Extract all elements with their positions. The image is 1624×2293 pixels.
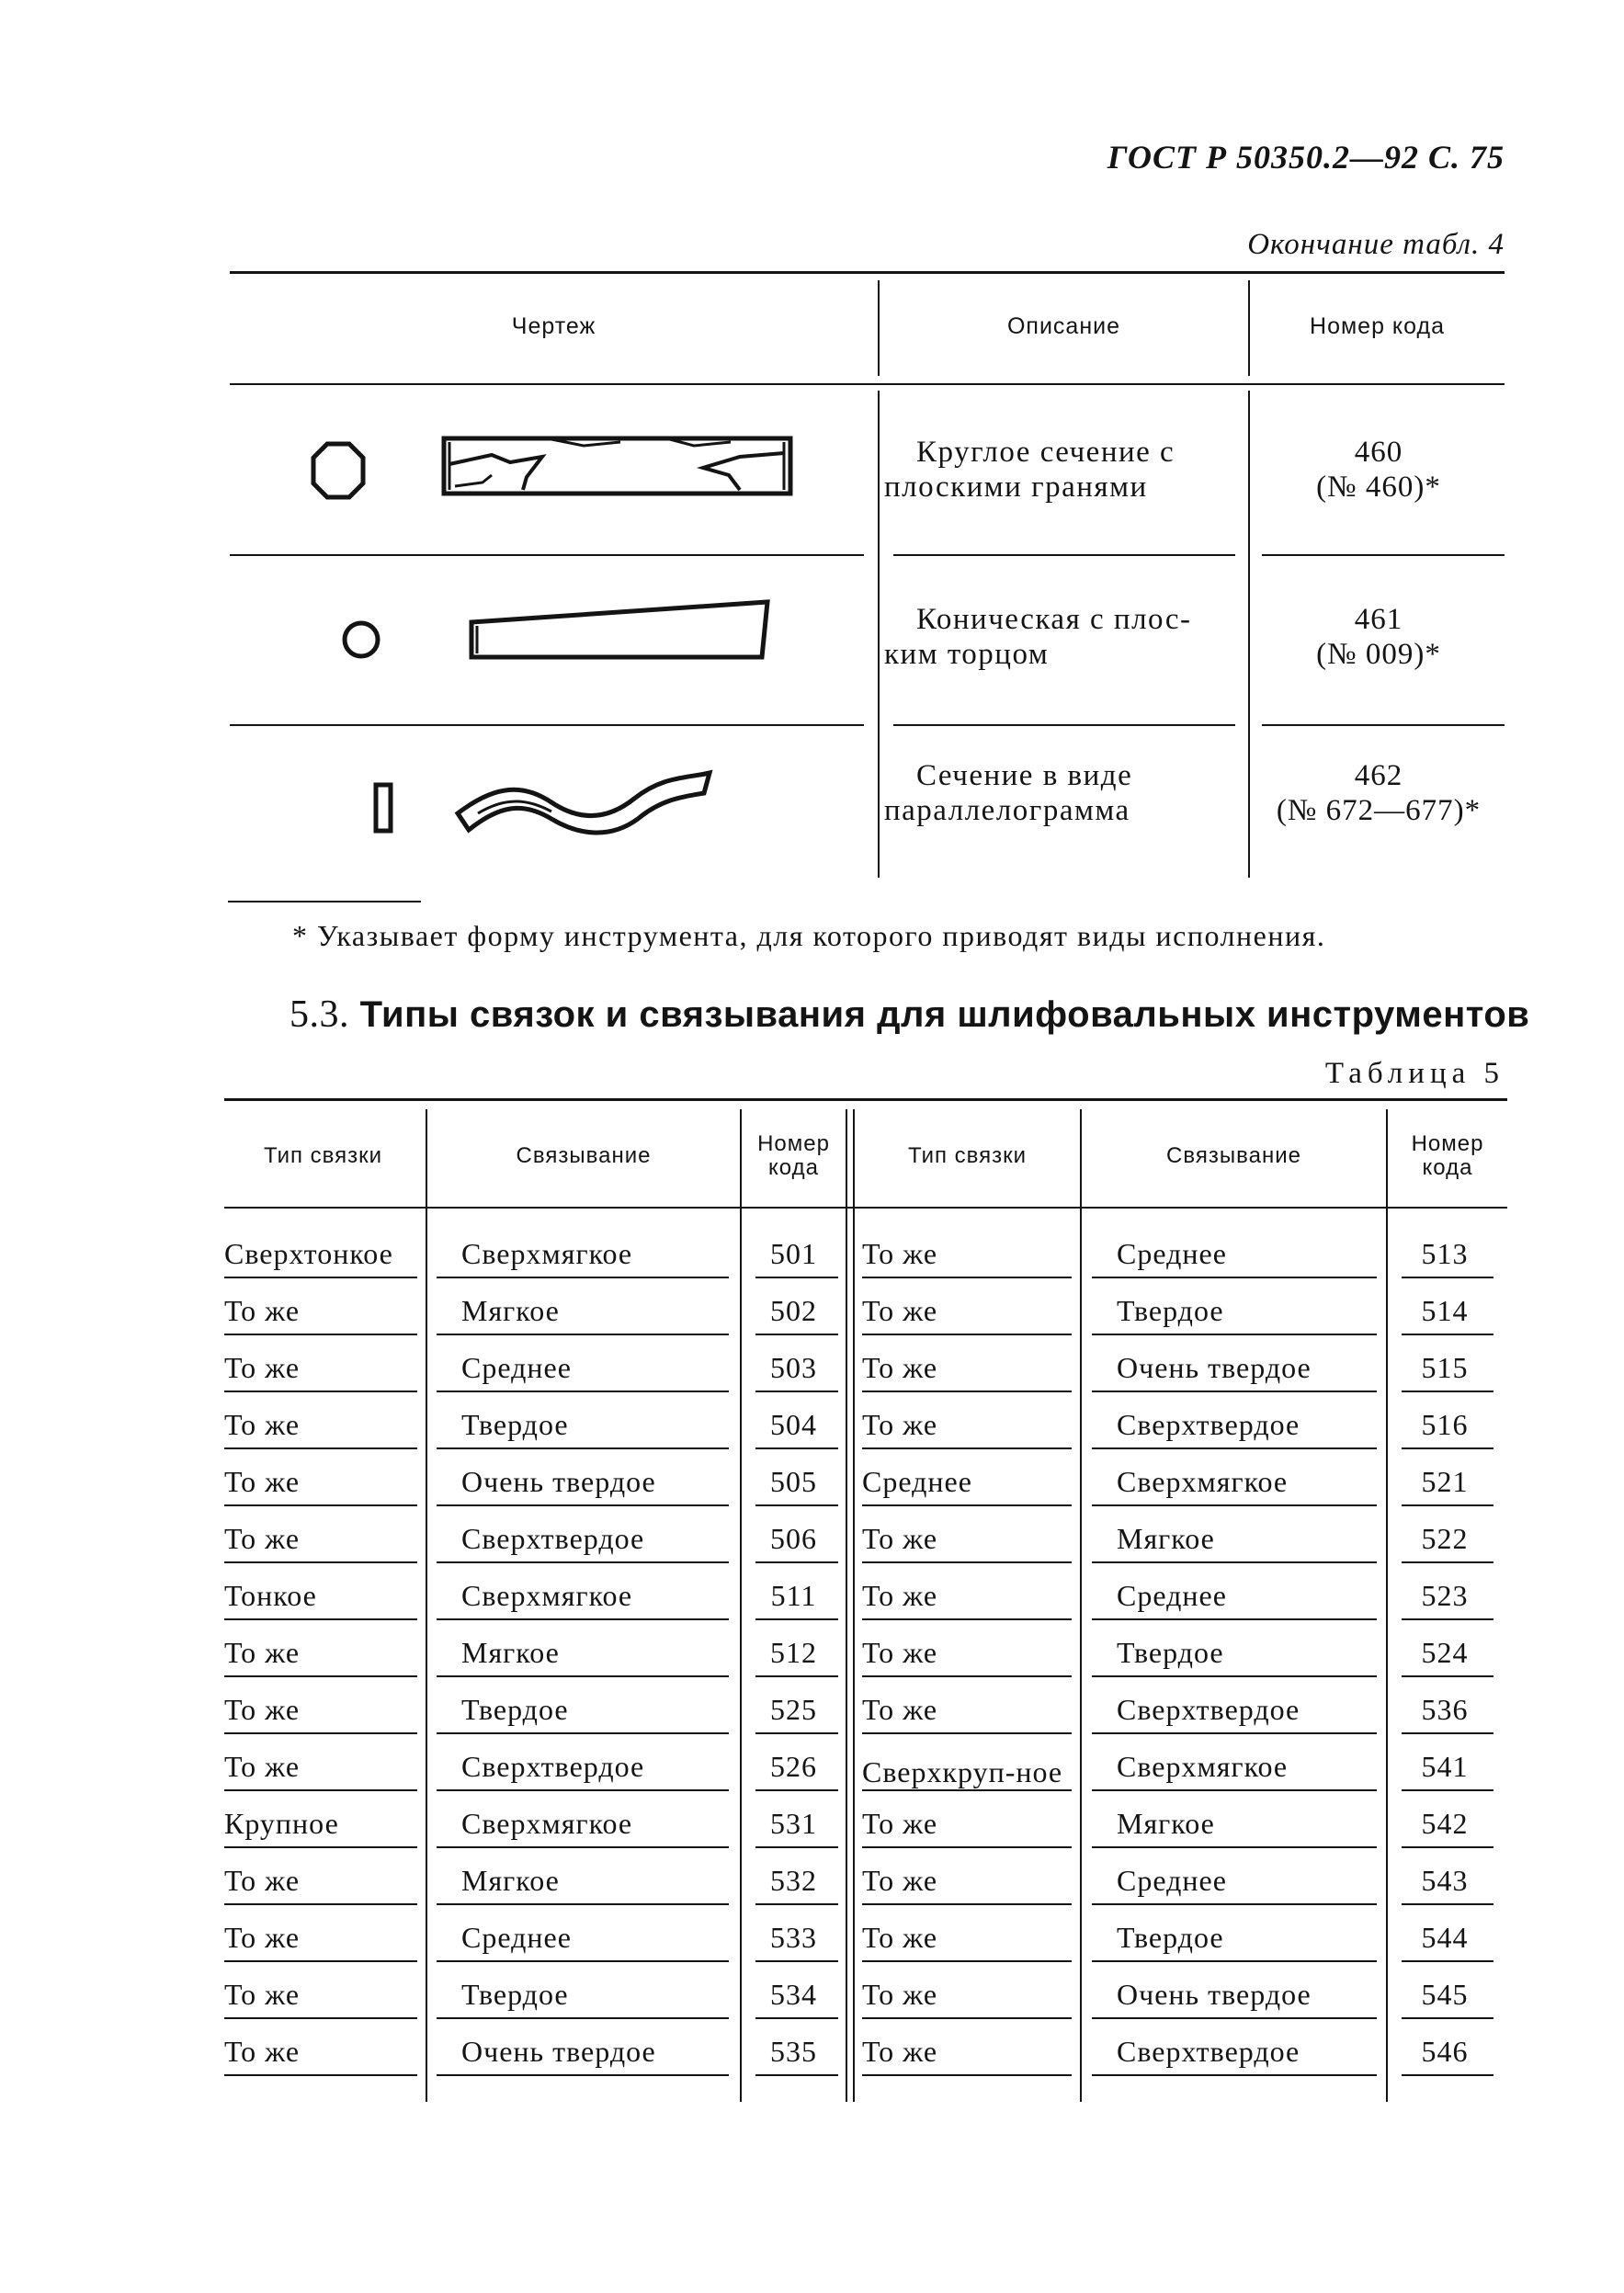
bonding-cell: Мягкое: [461, 1636, 560, 1669]
table-continuation-label: Окончание табл. 4: [1247, 228, 1505, 261]
section-heading: [290, 993, 1529, 1037]
table-row: [221, 1911, 1507, 1968]
footnote-rule: [228, 901, 421, 902]
header-binder-type: Тип связки: [263, 1143, 383, 1168]
cell-underline: [862, 1334, 1072, 1335]
octagon-section-icon: [311, 441, 366, 500]
bonding-cell: Мягкое: [461, 1294, 560, 1327]
row-rule: [230, 724, 864, 726]
header-bonding: Связывание: [516, 1143, 652, 1168]
cell-underline: [1092, 1618, 1377, 1620]
code-cell: 534: [770, 1978, 817, 2011]
cell-underline: [1402, 2074, 1493, 2076]
bonding-cell: Сверхмягкое: [1117, 1750, 1289, 1783]
cell-underline: [1402, 1846, 1493, 1848]
cell-underline: [1092, 1334, 1377, 1335]
bonding-cell: Сверхмягкое: [461, 1237, 633, 1270]
code-cell: 541: [1421, 1750, 1469, 1783]
bonding-cell: Сверхмягкое: [461, 1579, 633, 1612]
description-line: параллелограмма: [884, 794, 1130, 827]
cell-underline: [862, 1277, 1072, 1278]
cell-underline: [1092, 1675, 1377, 1677]
bonding-cell: Твердое: [1117, 1636, 1224, 1669]
code-cell: 542: [1421, 1807, 1469, 1840]
code-number: 461: [1354, 603, 1403, 636]
column-divider: [1248, 391, 1250, 878]
cell-underline: [1402, 1675, 1493, 1677]
cell-underline: [1092, 1846, 1377, 1848]
binder-type-cell: То же: [862, 2035, 938, 2068]
code-cell: 522: [1421, 1522, 1469, 1555]
code-cell: 524: [1421, 1636, 1469, 1669]
cell-underline: [862, 1675, 1072, 1677]
conical-rod-icon: [464, 595, 777, 668]
row-rule: [893, 554, 1235, 556]
cell-underline: [862, 1391, 1072, 1392]
cell-underline: [1402, 2017, 1493, 2019]
code-cell: 512: [770, 1636, 817, 1669]
cell-underline: [1092, 1903, 1377, 1905]
binder-type-cell: То же: [862, 1921, 938, 1954]
row-rule: [1262, 554, 1505, 556]
table-caption: Таблица 5: [1324, 1057, 1505, 1090]
binder-type-cell: Сверхтонкое: [224, 1237, 393, 1270]
code-cell: 516: [1421, 1408, 1469, 1441]
description-cell: [884, 435, 1175, 505]
bonding-cell: Твердое: [461, 1408, 569, 1441]
code-cell: 514: [1421, 1294, 1469, 1327]
binder-type-cell: То же: [224, 1294, 301, 1327]
code-cell: 543: [1421, 1864, 1469, 1897]
bonding-cell: Твердое: [461, 1978, 569, 2011]
code-reference: (№ 009)*: [1316, 638, 1441, 671]
table-5: [221, 1098, 1507, 2109]
section-number: 5.3.: [290, 993, 349, 1036]
description-line: Сечение в виде: [916, 759, 1133, 792]
cell-underline: [862, 2074, 1072, 2076]
cell-underline: [1092, 2074, 1377, 2076]
table-row: [221, 1683, 1507, 1740]
binder-type-cell: То же: [862, 1978, 938, 2011]
code-number: 460: [1354, 436, 1403, 469]
bonding-cell: Среднее: [1117, 1237, 1227, 1270]
code-cell: 511: [770, 1579, 817, 1612]
section-title: Типы связок и связывания для шлифовальных инструментов: [359, 994, 1530, 1035]
code-cell: [1255, 602, 1503, 672]
binder-type-cell: То же: [862, 1294, 938, 1327]
bonding-cell: Среднее: [461, 1921, 572, 1954]
code-cell: 546: [1421, 2035, 1469, 2068]
header-code: Номер кода: [1310, 312, 1445, 339]
binder-type-cell: То же: [224, 1693, 301, 1726]
table-row: [221, 1455, 1507, 1512]
bonding-cell: Твердое: [1117, 1294, 1224, 1327]
binder-type-cell: То же: [224, 1921, 301, 1954]
table-row: [221, 1854, 1507, 1911]
code-cell: 523: [1421, 1579, 1469, 1612]
bonding-cell: Очень твердое: [1117, 1978, 1312, 2011]
cell-underline: [1092, 1789, 1377, 1791]
binder-type-cell: Сверхкруп-ное: [862, 1755, 1063, 1788]
description-cell: [884, 758, 1132, 828]
table-top-rule: [224, 1098, 1507, 1101]
code-cell: 526: [770, 1750, 817, 1783]
cell-underline: [862, 1903, 1072, 1905]
binder-type-cell: Крупное: [224, 1807, 339, 1840]
row-rule: [893, 724, 1235, 726]
cell-underline: [862, 1561, 1072, 1563]
binder-type-cell: То же: [224, 1864, 301, 1897]
cell-underline: [862, 1504, 1072, 1506]
row-rule: [1262, 724, 1505, 726]
binder-type-cell: Среднее: [862, 1465, 972, 1498]
bonding-cell: Среднее: [1117, 1579, 1227, 1612]
code-cell: 533: [770, 1921, 817, 1954]
code-cell: 502: [770, 1294, 817, 1327]
cell-underline: [862, 1960, 1072, 1962]
header-bottom-rule: [224, 1207, 1507, 1209]
bonding-cell: Мягкое: [1117, 1522, 1215, 1555]
bonding-cell: Сверхтвердое: [461, 1750, 645, 1783]
cell-underline: [1402, 1732, 1493, 1734]
description-line: Коническая с плос-: [916, 603, 1192, 636]
header-code: Номер кода: [757, 1131, 830, 1180]
code-cell: 501: [770, 1237, 817, 1270]
cell-underline: [1092, 1504, 1377, 1506]
bonding-cell: Среднее: [1117, 1864, 1227, 1897]
cell-underline: [862, 2017, 1072, 2019]
table-4: [230, 271, 1505, 878]
cell-underline: [1402, 1391, 1493, 1392]
cell-underline: [1402, 1789, 1493, 1791]
code-cell: 525: [770, 1693, 817, 1726]
code-cell: 535: [770, 2035, 817, 2068]
cell-underline: [1402, 1903, 1493, 1905]
table-row: [221, 1512, 1507, 1569]
code-cell: [1255, 758, 1503, 828]
bonding-cell: Сверхмягкое: [461, 1807, 633, 1840]
code-cell: 532: [770, 1864, 817, 1897]
row-rule: [230, 554, 864, 556]
bonding-cell: Очень твердое: [461, 1465, 656, 1498]
table-row: [221, 1740, 1507, 1797]
page-header: ГОСТ Р 50350.2—92 С. 75: [1107, 139, 1505, 176]
code-reference: (№ 672—677)*: [1276, 794, 1482, 827]
binder-type-cell: То же: [862, 1237, 938, 1270]
cell-underline: [1402, 1618, 1493, 1620]
bonding-cell: Среднее: [461, 1351, 572, 1384]
code-reference: (№ 460)*: [1316, 471, 1441, 504]
cell-underline: [1092, 1277, 1377, 1278]
description-cell: [884, 602, 1192, 672]
binder-type-cell: То же: [224, 1522, 301, 1555]
code-cell: 506: [770, 1522, 817, 1555]
binder-type-cell: То же: [862, 1693, 938, 1726]
code-cell: 521: [1421, 1465, 1469, 1498]
bonding-cell: Сверхтвердое: [1117, 1408, 1300, 1441]
header-drawing: Чертеж: [511, 312, 596, 339]
binder-type-cell: То же: [224, 1750, 301, 1783]
code-cell: 505: [770, 1465, 817, 1498]
binder-type-cell: То же: [862, 1351, 938, 1384]
code-cell: [1255, 435, 1503, 505]
cell-underline: [1092, 2017, 1377, 2019]
code-number: 462: [1354, 759, 1403, 792]
cell-underline: [1092, 1960, 1377, 1962]
binder-type-cell: То же: [224, 1351, 301, 1384]
bonding-cell: Сверхтвердое: [461, 1522, 645, 1555]
table-row: [221, 1626, 1507, 1683]
header-binder-type: Тип связки: [907, 1143, 1028, 1168]
code-cell: 545: [1421, 1978, 1469, 2011]
cell-underline: [862, 1789, 1072, 1791]
cell-underline: [862, 1846, 1072, 1848]
bonding-cell: Твердое: [461, 1693, 569, 1726]
header-description: Описание: [1006, 312, 1121, 339]
table-top-rule: [230, 271, 1505, 274]
code-cell: 544: [1421, 1921, 1469, 1954]
bonding-cell: Сверхтвердое: [1117, 2035, 1300, 2068]
table-row: [221, 1341, 1507, 1398]
column-divider: [878, 391, 880, 878]
cell-underline: [862, 1732, 1072, 1734]
cell-underline: [862, 1618, 1072, 1620]
cell-underline: [1092, 1447, 1377, 1449]
bonding-cell: Очень твердое: [1117, 1351, 1312, 1384]
cell-underline: [1092, 1391, 1377, 1392]
code-cell: 513: [1421, 1237, 1469, 1270]
binder-type-cell: То же: [224, 1978, 301, 2011]
wavy-parallelogram-icon: [450, 766, 717, 839]
binder-type-cell: То же: [862, 1408, 938, 1441]
bonding-cell: Сверхтвердое: [1117, 1693, 1300, 1726]
cell-underline: [1402, 1334, 1493, 1335]
bonding-cell: Очень твердое: [461, 2035, 656, 2068]
bonding-cell: Мягкое: [461, 1864, 560, 1897]
code-cell: 503: [770, 1351, 817, 1384]
binder-type-cell: То же: [862, 1864, 938, 1897]
description-line: плоскими гранями: [884, 471, 1148, 504]
bonding-cell: Мягкое: [1117, 1807, 1215, 1840]
table-row: [221, 1227, 1507, 1284]
cell-underline: [1402, 1561, 1493, 1563]
header-bonding: Связывание: [1166, 1143, 1301, 1168]
code-cell: 504: [770, 1408, 817, 1441]
binder-type-cell: Тонкое: [224, 1579, 317, 1612]
table-row: [221, 1797, 1507, 1854]
header-bottom-rule: [230, 383, 1505, 385]
cell-underline: [1092, 1561, 1377, 1563]
cell-underline: [1402, 1447, 1493, 1449]
header-code: Номер кода: [1411, 1131, 1484, 1180]
binder-type-cell: То же: [224, 2035, 301, 2068]
table-row: [221, 1284, 1507, 1341]
binder-type-cell: То же: [862, 1807, 938, 1840]
binder-type-cell: То же: [862, 1522, 938, 1555]
code-cell: 531: [770, 1807, 817, 1840]
cell-underline: [862, 1447, 1072, 1449]
cell-underline: [1092, 1732, 1377, 1734]
table-row: [221, 2025, 1507, 2082]
description-line: ким торцом: [884, 638, 1050, 671]
footnote: * Указывает форму инструмента, для которого приводят виды исполнения.: [292, 919, 1326, 952]
circle-section-icon: [340, 619, 382, 661]
bonding-cell: Твердое: [1117, 1921, 1224, 1954]
cell-underline: [1402, 1277, 1493, 1278]
bonding-cell: Сверхмягкое: [1117, 1465, 1289, 1498]
binder-type-cell: То же: [224, 1408, 301, 1441]
binder-type-cell: То же: [224, 1465, 301, 1498]
binder-type-cell: То же: [224, 1636, 301, 1669]
cell-underline: [1402, 1960, 1493, 1962]
description-line: Круглое сечение с: [916, 436, 1175, 469]
cell-underline: [1402, 1504, 1493, 1506]
binder-type-cell: То же: [862, 1579, 938, 1612]
rectangle-section-icon: [372, 781, 396, 836]
table-row: [221, 1569, 1507, 1626]
table-row: [221, 1968, 1507, 2025]
code-cell: 536: [1421, 1693, 1469, 1726]
code-cell: 515: [1421, 1351, 1469, 1384]
flat-faced-rod-icon: [437, 429, 800, 503]
binder-type-cell: То же: [862, 1636, 938, 1669]
table-row: [221, 1398, 1507, 1455]
